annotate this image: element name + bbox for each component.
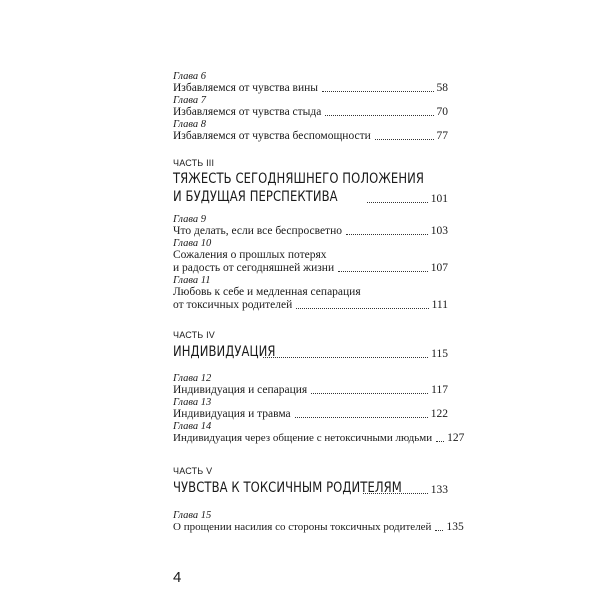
chapter-page: 77 bbox=[436, 130, 448, 142]
chapter-title-line-1: Сожаления о прошлых потерях bbox=[173, 249, 327, 261]
part-title: ЧУВСТВА К ТОКСИЧНЫМ РОДИТЕЛЯМ bbox=[173, 480, 402, 496]
dot-leader bbox=[436, 441, 444, 442]
chapter-label: Глава 13 bbox=[173, 397, 212, 408]
part-3 bbox=[173, 158, 448, 206]
chapter-page: 103 bbox=[430, 225, 448, 237]
toc-chapter-11 bbox=[173, 275, 448, 312]
dot-leader bbox=[322, 91, 433, 92]
chapter-label: Глава 11 bbox=[173, 275, 211, 286]
chapter-label: Глава 6 bbox=[173, 71, 206, 82]
chapter-title: Избавляемся от чувства вины bbox=[173, 82, 319, 94]
dot-leader bbox=[296, 308, 428, 309]
toc-chapter-10 bbox=[173, 238, 448, 275]
chapter-title: Что делать, если все беспросветно bbox=[173, 225, 342, 237]
dot-leader bbox=[367, 202, 428, 203]
dot-leader bbox=[295, 417, 428, 418]
toc-chapter-15 bbox=[173, 510, 464, 534]
dot-leader bbox=[311, 393, 428, 394]
chapter-page: 107 bbox=[430, 262, 448, 274]
part-label: ЧАСТЬ V bbox=[173, 466, 213, 476]
chapter-label: Глава 7 bbox=[173, 95, 206, 106]
dot-leader bbox=[375, 139, 434, 140]
chapter-title: О прощении насилия со стороны токсичных родителей bbox=[173, 521, 432, 533]
chapter-label: Глава 14 bbox=[173, 421, 212, 432]
chapter-title-line-2: от токсичных родителей bbox=[173, 299, 293, 311]
chapter-page: 122 bbox=[430, 408, 448, 420]
chapter-page: 135 bbox=[446, 521, 464, 533]
chapter-page: 127 bbox=[447, 432, 465, 444]
chapter-title: Индивидуация и сепарация bbox=[173, 384, 308, 396]
part-page: 101 bbox=[430, 193, 448, 205]
toc-chapter-7 bbox=[173, 95, 448, 119]
dot-leader bbox=[338, 271, 428, 272]
part-title-line-2: И БУДУЩАЯ ПЕРСПЕКТИВА bbox=[173, 189, 338, 205]
chapter-title: Избавляемся от чувства беспомощности bbox=[173, 130, 371, 142]
chapter-label: Глава 10 bbox=[173, 238, 212, 249]
dot-leader bbox=[263, 357, 428, 358]
chapter-page: 111 bbox=[431, 299, 448, 311]
part-5 bbox=[173, 466, 448, 497]
chapter-label: Глава 8 bbox=[173, 119, 206, 130]
part-page: 115 bbox=[431, 348, 448, 360]
chapter-title: Индивидуация через общение с нетоксичными людьми bbox=[173, 432, 433, 444]
toc-chapter-12 bbox=[173, 373, 448, 397]
toc-chapter-13 bbox=[173, 397, 448, 421]
dot-leader bbox=[435, 530, 443, 531]
chapter-title-line-1: Любовь к себе и медленная сепарация bbox=[173, 286, 361, 298]
page-number: 4 bbox=[173, 569, 182, 586]
chapter-label: Глава 9 bbox=[173, 214, 206, 225]
chapter-page: 117 bbox=[431, 384, 448, 396]
toc-chapter-14 bbox=[173, 421, 465, 445]
part-title-line-1: ТЯЖЕСТЬ СЕГОДНЯШНЕГО ПОЛОЖЕНИЯ bbox=[173, 171, 425, 187]
chapter-page: 70 bbox=[436, 106, 448, 118]
chapter-label: Глава 15 bbox=[173, 510, 212, 521]
part-title: ИНДИВИДУАЦИЯ bbox=[173, 344, 276, 360]
chapter-title-line-2: и радость от сегодняшней жизни bbox=[173, 262, 335, 274]
part-label: ЧАСТЬ III bbox=[173, 158, 215, 168]
chapter-page: 58 bbox=[436, 82, 448, 94]
toc-chapter-8 bbox=[173, 119, 448, 143]
chapter-label: Глава 12 bbox=[173, 373, 212, 384]
dot-leader bbox=[346, 234, 428, 235]
chapter-title: Избавляемся от чувства стыда bbox=[173, 106, 322, 118]
part-4 bbox=[173, 330, 448, 361]
dot-leader bbox=[325, 115, 433, 116]
chapter-title: Индивидуация и травма bbox=[173, 408, 291, 420]
toc-chapter-9 bbox=[173, 214, 448, 238]
part-page: 133 bbox=[430, 484, 448, 496]
toc-chapter-6 bbox=[173, 71, 448, 95]
part-label: ЧАСТЬ IV bbox=[173, 330, 216, 340]
